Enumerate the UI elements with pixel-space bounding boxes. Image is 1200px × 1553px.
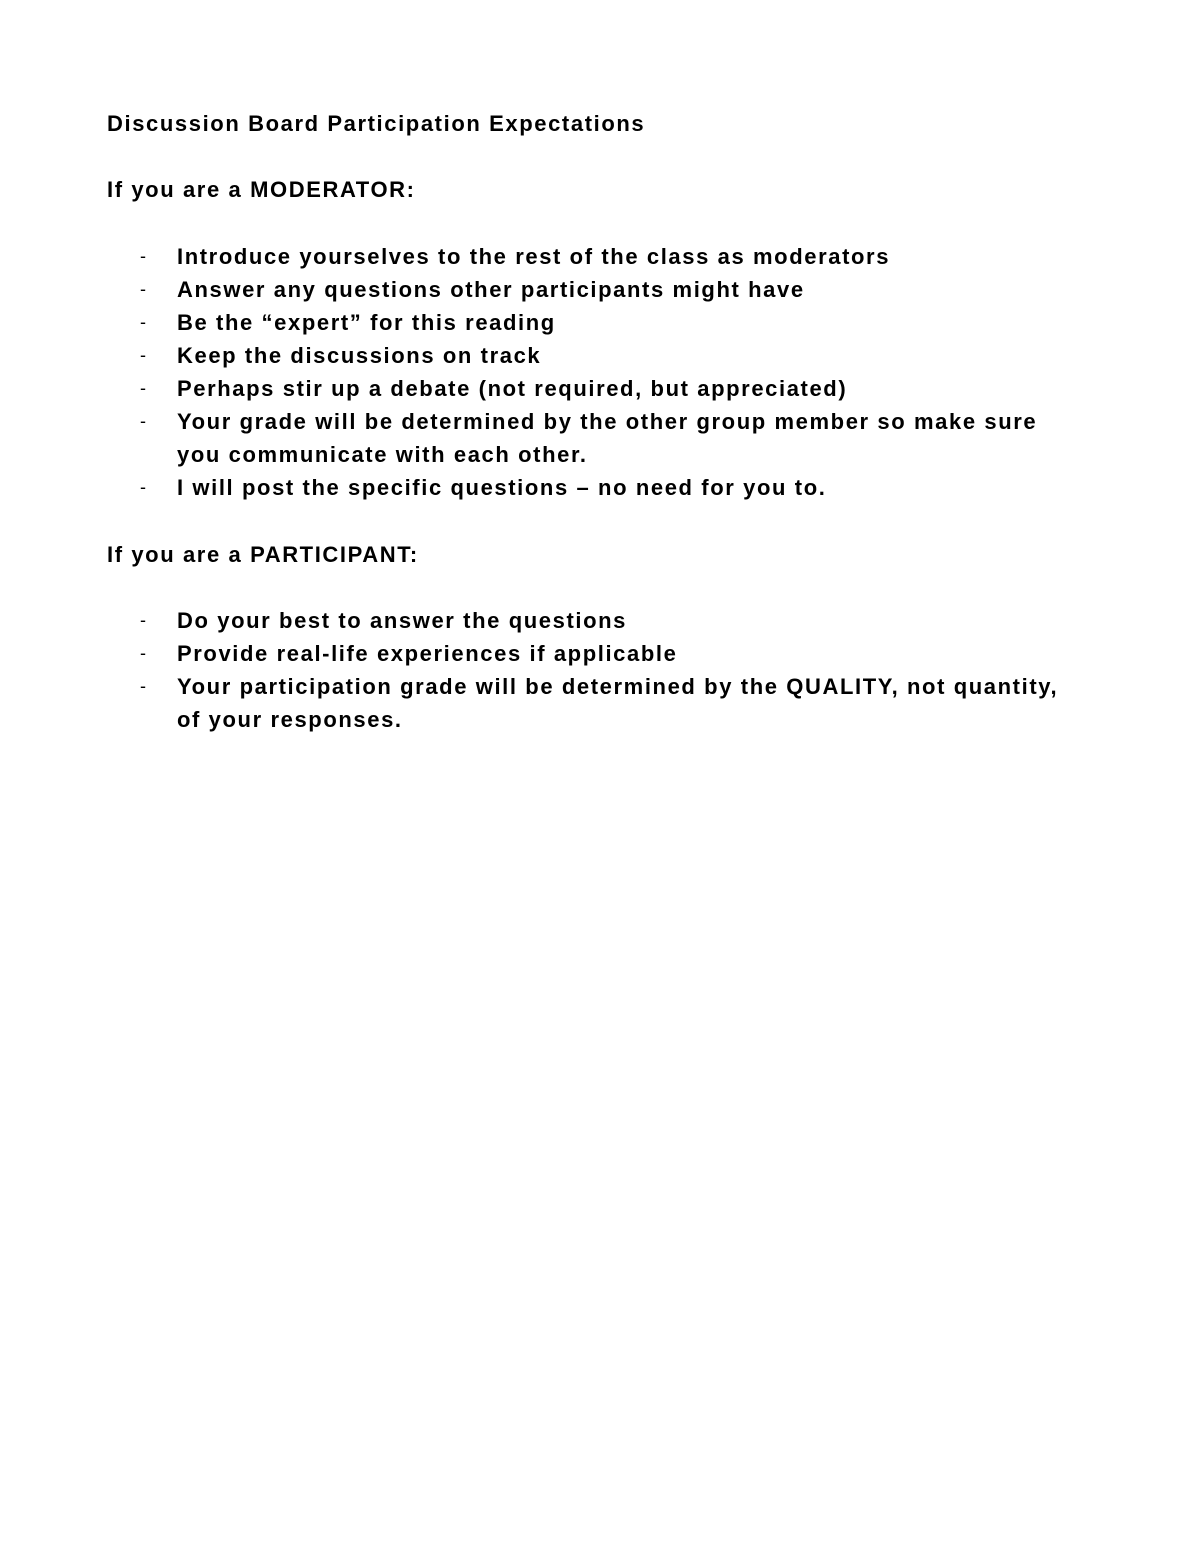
list-item [140, 372, 1077, 405]
participant-section-heading: If you are a PARTICIPANT: [107, 542, 419, 567]
bullet-dash: - [140, 477, 146, 497]
list-item-text: Provide real-life experiences if applicable [177, 641, 678, 666]
list-item-text: I will post the specific questions – no need for you to. [177, 475, 827, 500]
list-item-text: Answer any questions other participants might have [177, 277, 805, 302]
participant-expectations-list [140, 604, 1077, 736]
bullet-dash: - [140, 610, 146, 630]
list-item [140, 273, 1077, 306]
bullet-dash: - [140, 246, 146, 266]
bullet-dash: - [140, 378, 146, 398]
list-item [140, 240, 1077, 273]
list-item [140, 405, 1077, 471]
list-item [140, 604, 1077, 637]
list-item [140, 637, 1077, 670]
document-title: Discussion Board Participation Expectations [107, 111, 646, 136]
list-item-text: Introduce yourselves to the rest of the class as moderators [177, 244, 891, 269]
list-item [140, 306, 1077, 339]
bullet-dash: - [140, 345, 146, 365]
list-item-text: Perhaps stir up a debate (not required, but appreciated) [177, 376, 848, 401]
bullet-dash: - [140, 279, 146, 299]
bullet-dash: - [140, 676, 146, 696]
list-item-text: Do your best to answer the questions [177, 608, 627, 633]
list-item-text: Keep the discussions on track [177, 343, 542, 368]
list-item [140, 670, 1077, 736]
bullet-dash: - [140, 411, 146, 431]
list-item-text: Your participation grade will be determined by the QUALITY, not quantity, of your responses. [177, 674, 1059, 732]
list-item [140, 339, 1077, 372]
moderator-section-heading: If you are a MODERATOR: [107, 177, 416, 202]
bullet-dash: - [140, 643, 146, 663]
bullet-dash: - [140, 312, 146, 332]
list-item [140, 471, 1077, 504]
moderator-expectations-list [140, 240, 1077, 504]
list-item-text: Your grade will be determined by the other group member so make sure you communicate with each other. [177, 409, 1038, 467]
list-item-text: Be the “expert” for this reading [177, 310, 556, 335]
